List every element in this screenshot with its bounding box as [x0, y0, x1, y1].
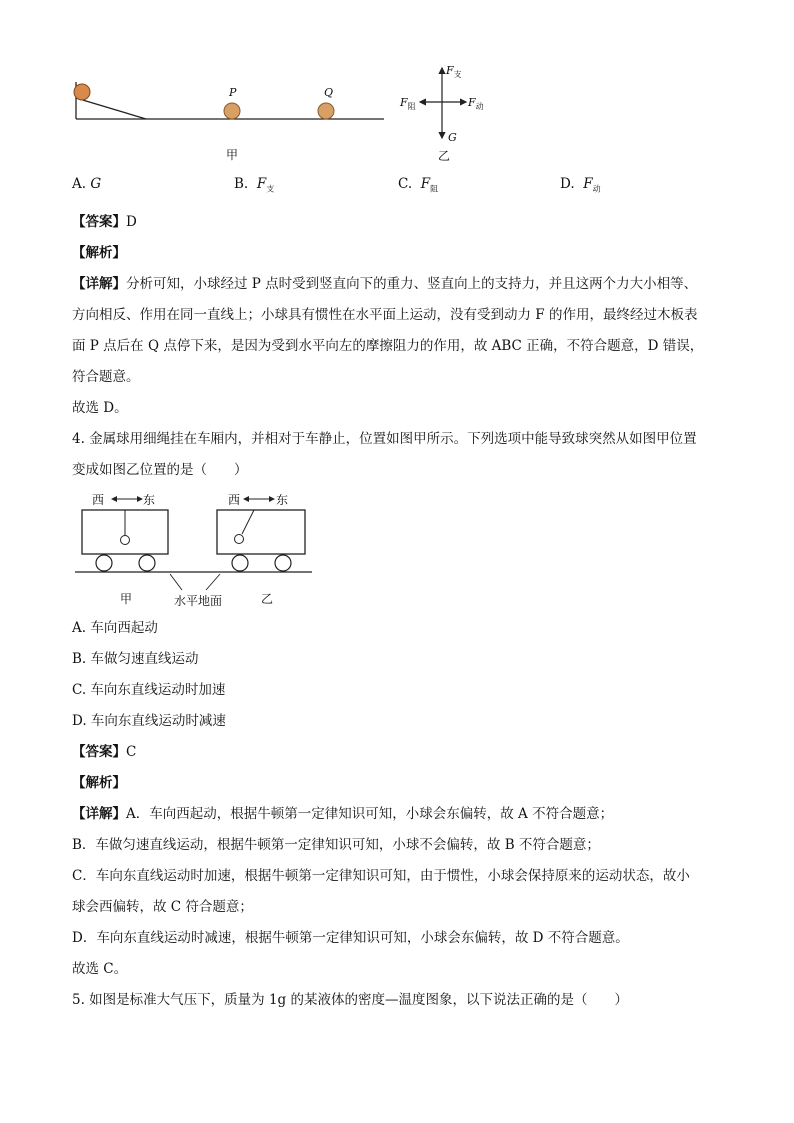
q4-option-b[interactable]: B. 车做匀速直线运动: [72, 651, 199, 667]
label-p: P: [229, 86, 237, 99]
q4-answer: 【答案】C: [72, 744, 137, 760]
q3-option-c[interactable]: C. $F_阻$: [398, 176, 439, 194]
ball-q: [318, 103, 334, 119]
ground-pointer-right: [206, 574, 220, 590]
label-q: Q: [324, 86, 334, 99]
q3-detail-line-1: 【详解】分析可知，小球经过 P 点时受到竖直向下的重力、竖直向上的支持力，并且这两个力大小相等、: [72, 276, 698, 292]
q4-analysis-label: 【解析】: [72, 775, 126, 791]
ramp-slope: [76, 98, 146, 119]
wheel-jia-right: [139, 555, 155, 571]
ball-on-ramp: [74, 84, 90, 100]
wheel-yi-right: [275, 555, 291, 571]
q3-detail-line-4: 符合题意。: [72, 369, 140, 385]
q4-conclusion: 故选 C。: [72, 961, 128, 977]
q3-analysis-label: 【解析】: [72, 245, 126, 261]
ball-jia: [121, 536, 130, 545]
q4-detail-line-5: D．车向东直线运动时减速，根据牛顿第一定律知识可知，小球会东偏转，故 D 不符合题意。: [72, 930, 629, 946]
q4-detail-line-3: C．车向东直线运动时加速，根据牛顿第一定律知识可知，由于惯性，小球会保持原来的运动状态，故小: [72, 868, 690, 884]
ground-pointer-left: [170, 574, 182, 590]
label-east-2: 东: [276, 493, 289, 507]
q3-detail-line-2: 方向相反、作用在同一直线上；小球具有惯性在水平面上运动，没有受到动力 F 的作用，最终经过木板表: [72, 307, 698, 323]
q4-detail-line-2: B．车做匀速直线运动，根据牛顿第一定律知识可知，小球不会偏转，故 B 不符合题意；: [72, 837, 600, 853]
q3-option-b[interactable]: B. $F_支$: [234, 176, 275, 194]
q4-option-d[interactable]: D. 车向东直线运动时减速: [72, 713, 226, 729]
label-f-dong: $F_动$: [468, 96, 484, 112]
q4-stem-line-2: 变成如图乙位置的是（ ）: [72, 462, 248, 478]
q5-stem: 5. 如图是标准大气压下，质量为 1g 的某液体的密度—温度图象，以下说法正确的是（ ）: [72, 992, 628, 1008]
q4-stem-line-1: 4. 金属球用细绳挂在车厢内，并相对于车静止，位置如图甲所示。下列选项中能导致球突然从如图甲位置: [72, 431, 697, 447]
wheel-jia-left: [96, 555, 112, 571]
label-west-1: 西: [92, 493, 105, 507]
caption-ground: 水平地面: [174, 594, 223, 608]
q3-option-d[interactable]: D. $F_动$: [560, 176, 601, 194]
q4-option-a[interactable]: A. 车向西起动: [72, 620, 158, 636]
caption-jia: 甲: [226, 148, 239, 162]
label-west-2: 西: [228, 493, 241, 507]
label-f-zu: $F_阻$: [400, 96, 416, 112]
label-east-1: 东: [143, 493, 156, 507]
q3-option-a[interactable]: A. G: [72, 176, 102, 192]
string-yi: [242, 510, 254, 534]
caption-q4-jia: 甲: [120, 592, 133, 606]
label-g: G: [448, 131, 457, 144]
label-f-zhi: $F_支$: [446, 64, 462, 80]
ball-p: [224, 103, 240, 119]
wheel-yi-left: [232, 555, 248, 571]
q3-answer: 【答案】D: [72, 214, 137, 230]
q3-detail-line-3: 面 P 点后在 Q 点停下来，是因为受到水平向左的摩擦阻力的作用，故 ABC 正确，不符合题意，D 错误，: [72, 338, 704, 354]
q4-option-c[interactable]: C. 车向东直线运动时加速: [72, 682, 226, 698]
ball-yi: [235, 535, 244, 544]
car-yi-body: [217, 510, 305, 554]
q4-detail-line-4: 球会西偏转，故 C 符合题意；: [72, 899, 253, 915]
caption-yi: 乙: [438, 149, 451, 163]
q3-conclusion: 故选 D。: [72, 400, 128, 416]
caption-q4-yi: 乙: [261, 592, 274, 606]
q4-detail-line-1: 【详解】A．车向西起动，根据牛顿第一定律知识可知，小球会东偏转，故 A 不符合题意；: [72, 806, 614, 822]
